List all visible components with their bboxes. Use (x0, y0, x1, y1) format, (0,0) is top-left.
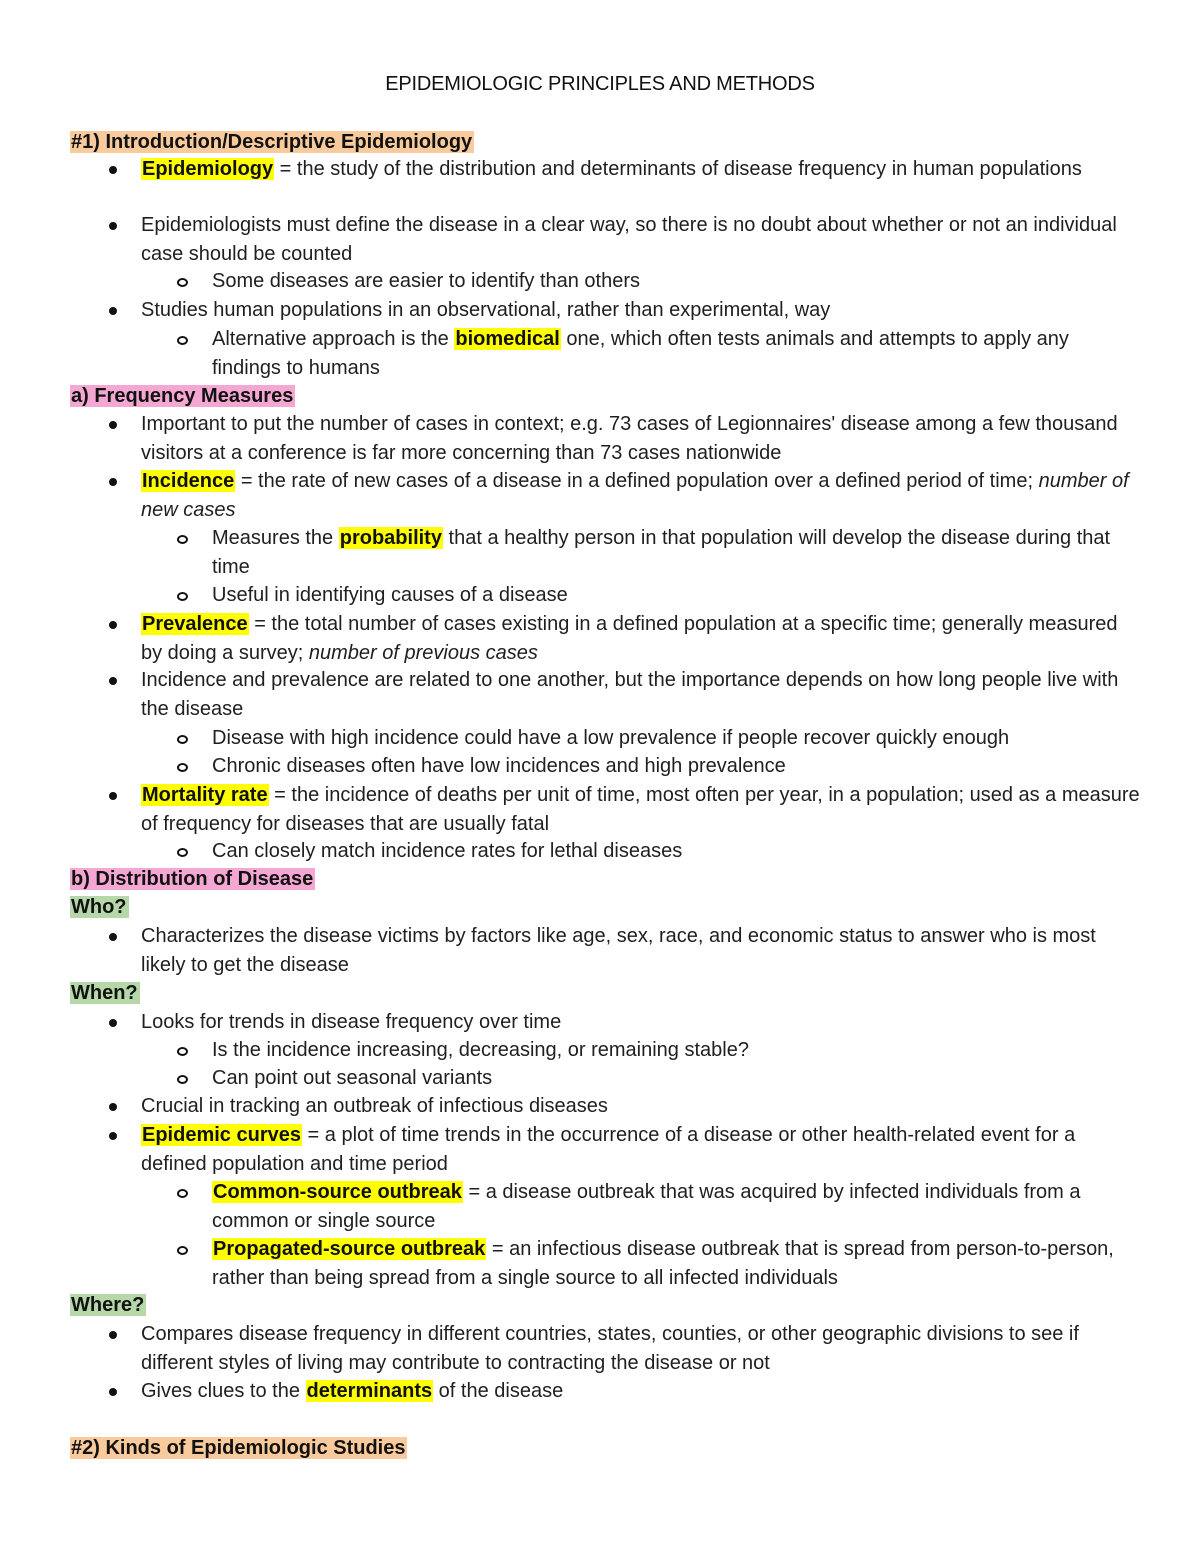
item-text: = the total number of cases existing in a defined population at a specific time; generally measured by doing a survey; (141, 613, 1118, 664)
list-item (141, 467, 1141, 524)
subheading-when (70, 979, 140, 1007)
item-text: = an infectious disease outbreak that is spread from person-to-person, rather than being spread from a single source to all infected individuals (212, 1238, 1114, 1289)
key-term: Prevalence (142, 613, 248, 635)
section-heading-1 (70, 128, 474, 156)
list-item: Is the incidence increasing, decreasing, or remaining stable? (212, 1039, 749, 1061)
bullet-dot (109, 222, 117, 230)
bullet-ring (177, 278, 188, 287)
item-text: that a healthy person in that population will develop the disease during that time (212, 527, 1111, 578)
list-item: Epidemiologists must define the disease in a clear way, so there is no doubt about whether or not an individual case should be counted (141, 214, 1117, 265)
key-term: Propagated-source outbreak (213, 1238, 486, 1260)
list-item: Can closely match incidence rates for lethal diseases (212, 840, 683, 862)
item-text: Alternative approach is the (212, 328, 455, 350)
list-item (212, 1235, 1142, 1292)
key-term: determinants (306, 1380, 433, 1402)
subheading-when-text: When? (71, 982, 138, 1004)
list-item: Characterizes the disease victims by factors like age, sex, race, and economic status to answer who is most likely to get the disease (141, 925, 1096, 976)
section-heading-b (70, 865, 315, 893)
bullet-dot (109, 1019, 117, 1027)
item-text: of the disease (433, 1380, 564, 1402)
section-heading-b-text: b) Distribution of Disease (71, 868, 314, 890)
bullet-ring (177, 735, 188, 744)
bullet-dot (109, 933, 117, 941)
list-item (141, 155, 1141, 184)
list-item: Can point out seasonal variants (212, 1067, 493, 1089)
subheading-who-text: Who? (71, 896, 127, 918)
bullet-dot (109, 1331, 117, 1339)
list-item (212, 325, 1142, 382)
list-item (141, 1121, 1141, 1178)
bullet-dot (109, 621, 117, 629)
item-text: = a plot of time trends in the occurrence of a disease or other health-related event for a defined population and time period (141, 1124, 1076, 1175)
bullet-ring (177, 592, 188, 601)
list-item (141, 1377, 1141, 1406)
list-item: Incidence and prevalence are related to one another, but the importance depends on how long people live with the disease (141, 669, 1119, 720)
list-item (212, 1178, 1142, 1235)
item-text: Gives clues to the (141, 1380, 306, 1402)
list-item: Important to put the number of cases in context; e.g. 73 cases of Legionnaires' disease among a few thousand visitors at a conference is far more concerning than 73 cases nationwide (141, 413, 1118, 464)
list-item: Disease with high incidence could have a low prevalence if people recover quickly enough (212, 727, 1010, 749)
list-item: Crucial in tracking an outbreak of infectious diseases (141, 1095, 608, 1117)
bullet-ring (177, 535, 188, 544)
bullet-ring (177, 1075, 188, 1084)
section-heading-a (70, 382, 295, 410)
item-text: = a disease outbreak that was acquired by infected individuals from a common or single source (212, 1181, 1081, 1232)
item-emphasis: number of previous cases (308, 641, 538, 664)
list-item: Looks for trends in disease frequency over time (141, 1011, 562, 1033)
item-text: one, which often tests animals and attempts to apply any findings to humans (212, 328, 1069, 379)
list-item (141, 610, 1141, 667)
list-item: Useful in identifying causes of a disease (212, 584, 568, 606)
bullet-ring (177, 763, 188, 772)
key-term: Mortality rate (142, 784, 268, 806)
bullet-dot (109, 166, 117, 174)
item-text: = the incidence of deaths per unit of time, most often per year, in a population; used as a measure of frequency for diseases that are usually fatal (141, 784, 1140, 835)
list-item (141, 781, 1141, 838)
key-term: Epidemiology (142, 158, 274, 180)
key-term: Common-source outbreak (213, 1181, 462, 1203)
subheading-who (70, 893, 129, 921)
section-heading-2-text: #2) Kinds of Epidemiologic Studies (71, 1437, 406, 1459)
bullet-dot (109, 1132, 117, 1140)
key-term: Incidence (142, 470, 235, 492)
list-item: Studies human populations in an observational, rather than experimental, way (141, 299, 831, 321)
key-term: Epidemic curves (142, 1124, 301, 1146)
bullet-dot (109, 478, 117, 486)
bullet-ring (177, 1047, 188, 1056)
list-item (212, 524, 1142, 581)
item-text: = the rate of new cases of a disease in a defined population over a defined period of time; (235, 470, 1039, 492)
subheading-where-text: Where? (71, 1294, 145, 1316)
bullet-dot (109, 792, 117, 800)
bullet-dot (109, 421, 117, 429)
subheading-where (70, 1291, 146, 1319)
section-heading-a-text: a) Frequency Measures (71, 385, 294, 407)
list-item: Compares disease frequency in different countries, states, counties, or other geographic divisions to see if different styles of living may contribute to contracting the disease or not (141, 1323, 1079, 1374)
bullet-ring (177, 336, 188, 345)
item-text: = the study of the distribution and determinants of disease frequency in human populations (274, 158, 1082, 180)
section-heading-2 (70, 1434, 407, 1462)
bullet-dot (109, 1388, 117, 1396)
document-title: EPIDEMIOLOGIC PRINCIPLES AND METHODS (385, 73, 815, 95)
bullet-dot (109, 307, 117, 315)
section-heading-1-text: #1) Introduction/Descriptive Epidemiology (71, 131, 473, 153)
key-term: probability (339, 527, 442, 549)
bullet-ring (177, 1189, 188, 1198)
bullet-dot (109, 677, 117, 685)
list-item: Chronic diseases often have low incidences and high prevalence (212, 755, 786, 777)
item-text: Measures the (212, 527, 339, 549)
key-term: biomedical (455, 328, 560, 350)
bullet-dot (109, 1103, 117, 1111)
bullet-ring (177, 848, 188, 857)
item-emphasis: number of new cases (141, 470, 1129, 521)
bullet-ring (177, 1246, 188, 1255)
list-item: Some diseases are easier to identify than others (212, 270, 641, 292)
